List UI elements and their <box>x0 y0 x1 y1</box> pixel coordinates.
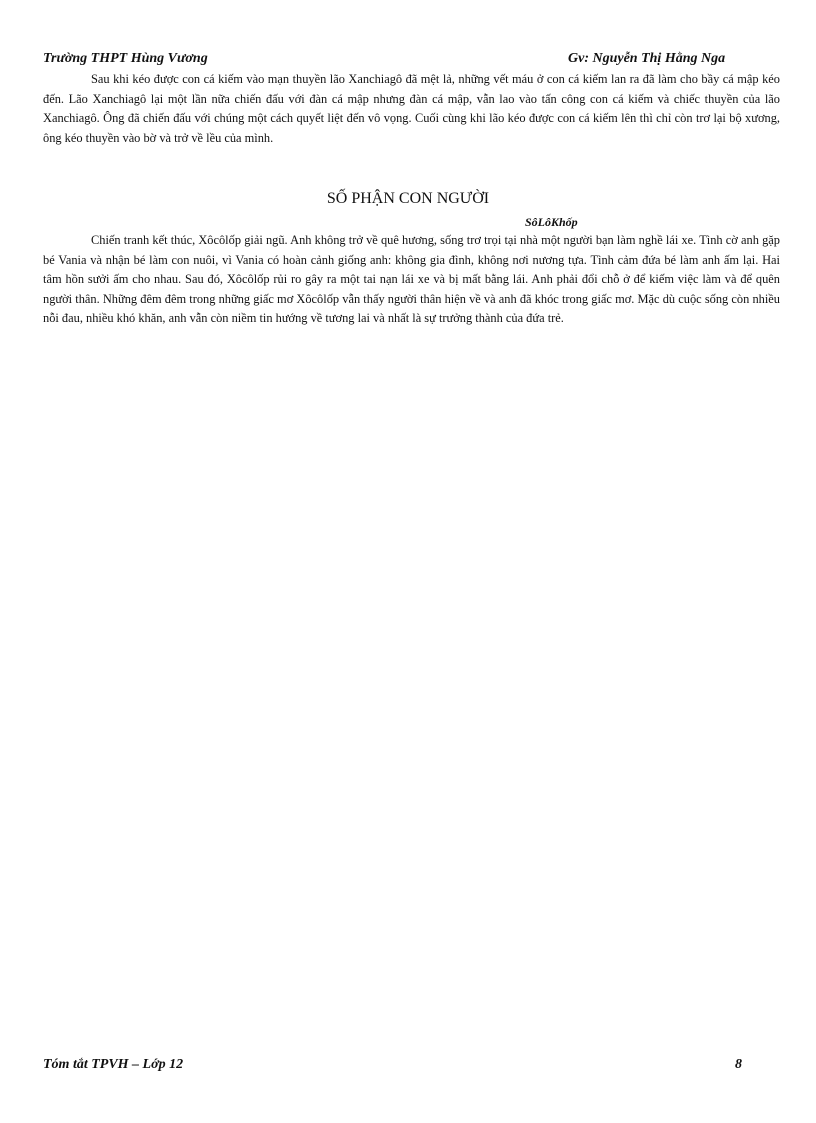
page-header <box>43 51 758 71</box>
summary-paragraph-old-man: Sau khi kéo được con cá kiếm vào mạn thuyền lão Xanchiagô đã mệt lả, những vết máu ở con cá kiếm lan ra đã làm cho bầy cá mập kéo đến. Lão Xanchiagô lại một lần nữa chiến đấu với đàn cá mập nhưng đàn cá mập, vẫn lao vào tấn công con cá kiếm và chiếc thuyền của lão Xanchiagô. Ông đã chiến đấu với chúng một cách quyết liệt đến vô vọng. Cuối cùng khi lão kéo được con cá kiếm lên thì chỉ còn trơ lại bộ xương, ông kéo thuyền vào bờ và trở về lều của mình. <box>43 72 780 145</box>
footer-label: Tóm tắt TPVH – Lớp 12 <box>43 1057 184 1072</box>
school-name: Trường THPT Hùng Vương <box>43 51 208 66</box>
section-title: SỐ PHẬN CON NGƯỜI <box>326 190 490 207</box>
summary-paragraph-fate-of-man: Chiến tranh kết thúc, Xôcôlốp giải ngũ. Anh không trở về quê hương, sống trơ trọi tại nhà một người bạn làm nghề lái xe. Tình cờ anh gặp bé Vania và nhận bé làm con nuôi, vì Vania có hoàn cảnh giống anh: không gia đình, không nơi nương tựa. Tình cảm đứa bé làm anh ấm lại. Hai tâm hồn sưởi ấm cho nhau. Sau đó, Xôcôlốp rủi ro gây ra một tai nạn lái xe và bị mất bằng lái. Anh phải đổi chỗ ở để kiếm việc làm và để quên người thân. Những đêm đêm trong những giấc mơ Xôcôlốp vẫn thấy người thân hiện về và anh đã khóc trong giấc mơ. Mặc dù cuộc sống còn nhiều nỗi đau, nhiều khó khăn, anh vẫn còn niềm tin hướng về tương lai và nhất là sự trưởng thành của đứa trẻ. <box>43 233 780 325</box>
teacher-name: Gv: Nguyễn Thị Hằng Nga <box>568 51 726 66</box>
page-number: 8 <box>735 1057 742 1072</box>
section-author: SôLôKhốp <box>525 215 578 229</box>
page-footer <box>43 1057 743 1077</box>
